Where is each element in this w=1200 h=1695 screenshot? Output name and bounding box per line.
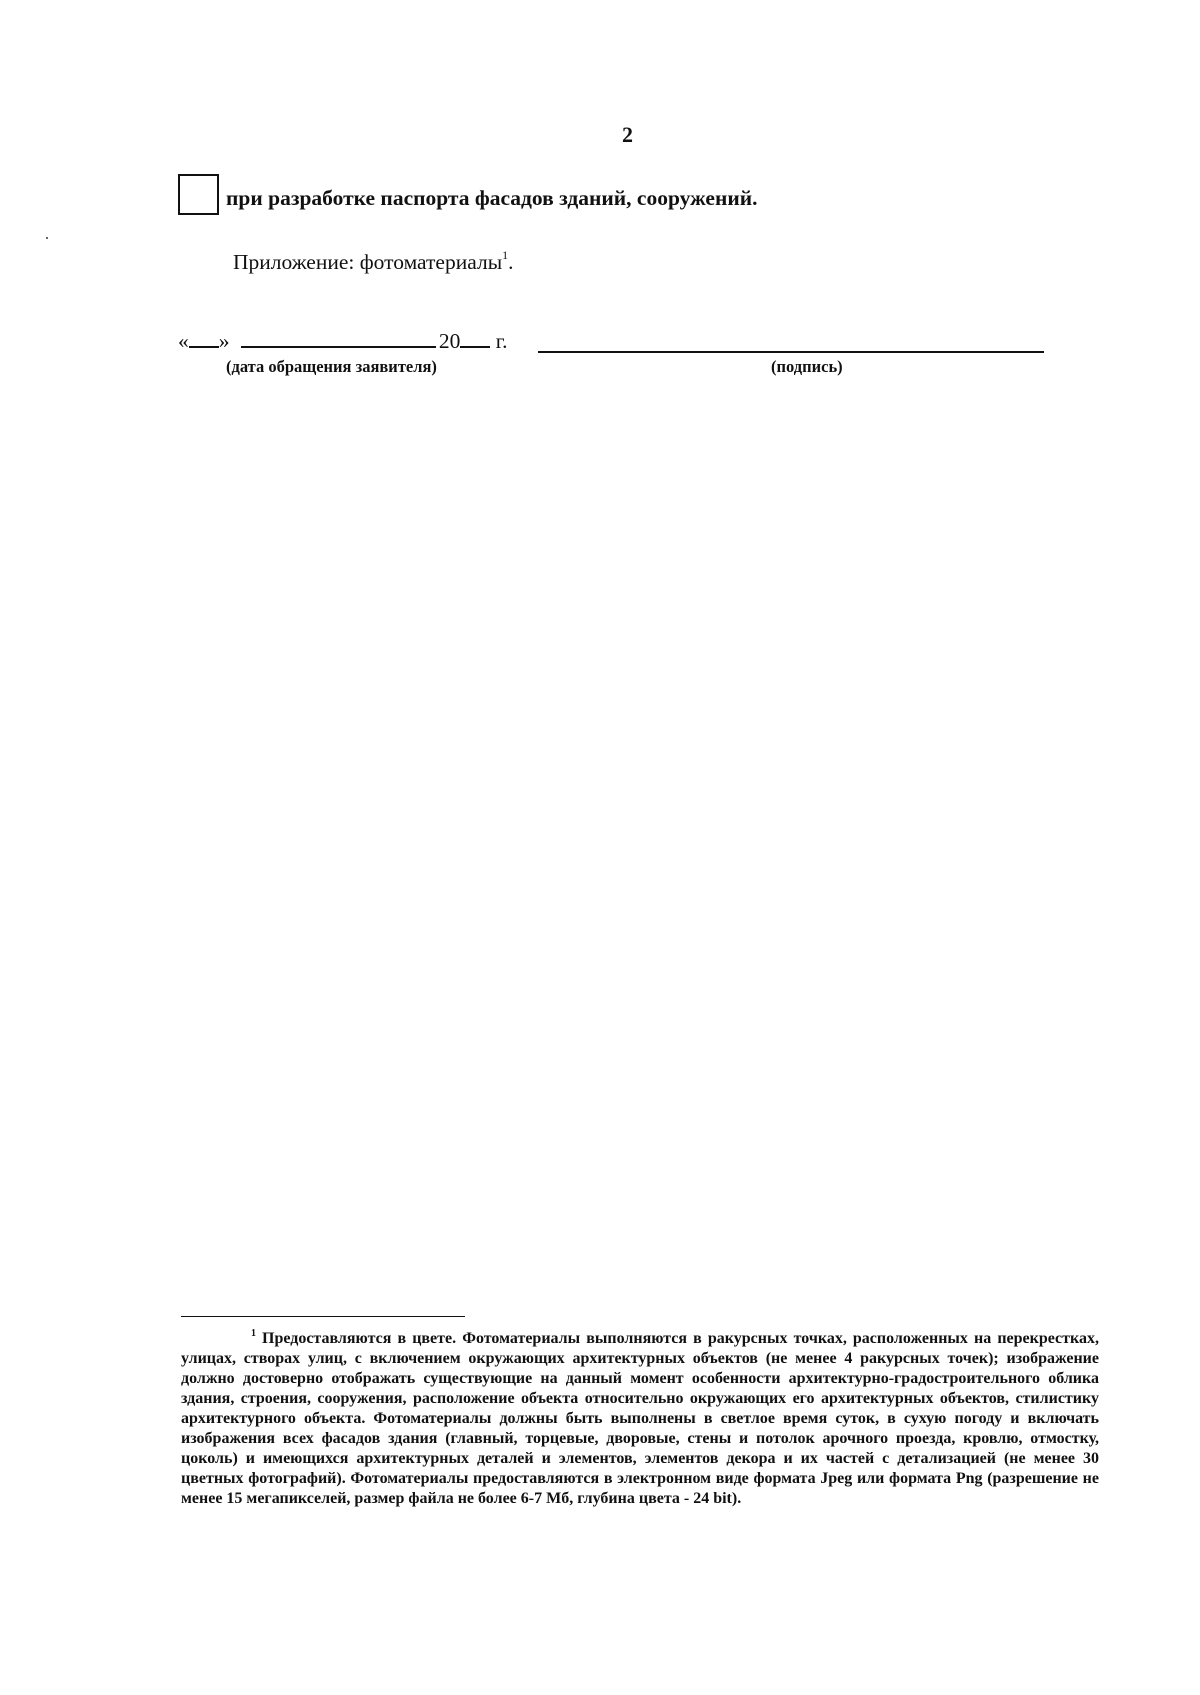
footnote-reference: 1: [502, 248, 509, 262]
attachment-end: .: [508, 250, 514, 274]
footnote-marker: 1: [251, 1328, 256, 1339]
footnote: [181, 1324, 1099, 1509]
signature-caption: (подпись): [771, 357, 843, 376]
attachment-text: Приложение: фотоматериалы: [233, 250, 503, 274]
date-year-suffix: г.: [495, 329, 508, 353]
date-caption: (дата обращения заявителя): [226, 357, 437, 376]
scan-dot: [46, 237, 48, 239]
facade-passport-checkbox[interactable]: [178, 174, 219, 215]
page-number: 2: [622, 122, 633, 147]
date-month-blank[interactable]: [241, 328, 436, 348]
footnote-divider: [181, 1316, 465, 1317]
date-year-prefix: 20: [438, 329, 461, 353]
date-close-quote: »: [218, 329, 230, 353]
footnote-text: Предоставляются в цвете. Фотоматериалы выполняются в ракурсных точках, расположенных на перекрестках, улицах, створах улиц, с включением окружающих архитектурных объектов (не менее 4 ракурсных точек); изображение должно достоверно отображать существующие на данный момент особенности архитектурно-градостроительного облика здания, строения, сооружения, расположение объекта относительно окружающих его архитектурных объектов, стилистику архитектурного объекта. Фотоматериалы должны быть выполнены в светлое время суток, в сухую погоду и включать изображения всех фасадов здания (главный, торцевые, дворовые, стены и потолок арочного проезда, кровлю, отмостку, цоколь) и имеющихся архитектурных деталей и элементов, элементов декора и их частей с детализацией (не менее 30 цветных фотографий). Фотоматериалы предоставляются в электронном виде формата Jpeg или формата Png (разрешение не менее 15 мегапикселей, размер файла не более 6-7 Мб, глубина цвета - 24 bit).: [181, 1330, 1099, 1507]
date-day-blank[interactable]: [189, 328, 219, 348]
signature-blank[interactable]: [538, 351, 1044, 353]
date-open-quote: «: [178, 329, 189, 353]
date-year-blank[interactable]: [460, 328, 490, 348]
date-field: [178, 328, 508, 354]
attachment-line: [233, 248, 514, 275]
facade-passport-checkbox-label: при разработке паспорта фасадов зданий, сооружений.: [226, 186, 758, 210]
